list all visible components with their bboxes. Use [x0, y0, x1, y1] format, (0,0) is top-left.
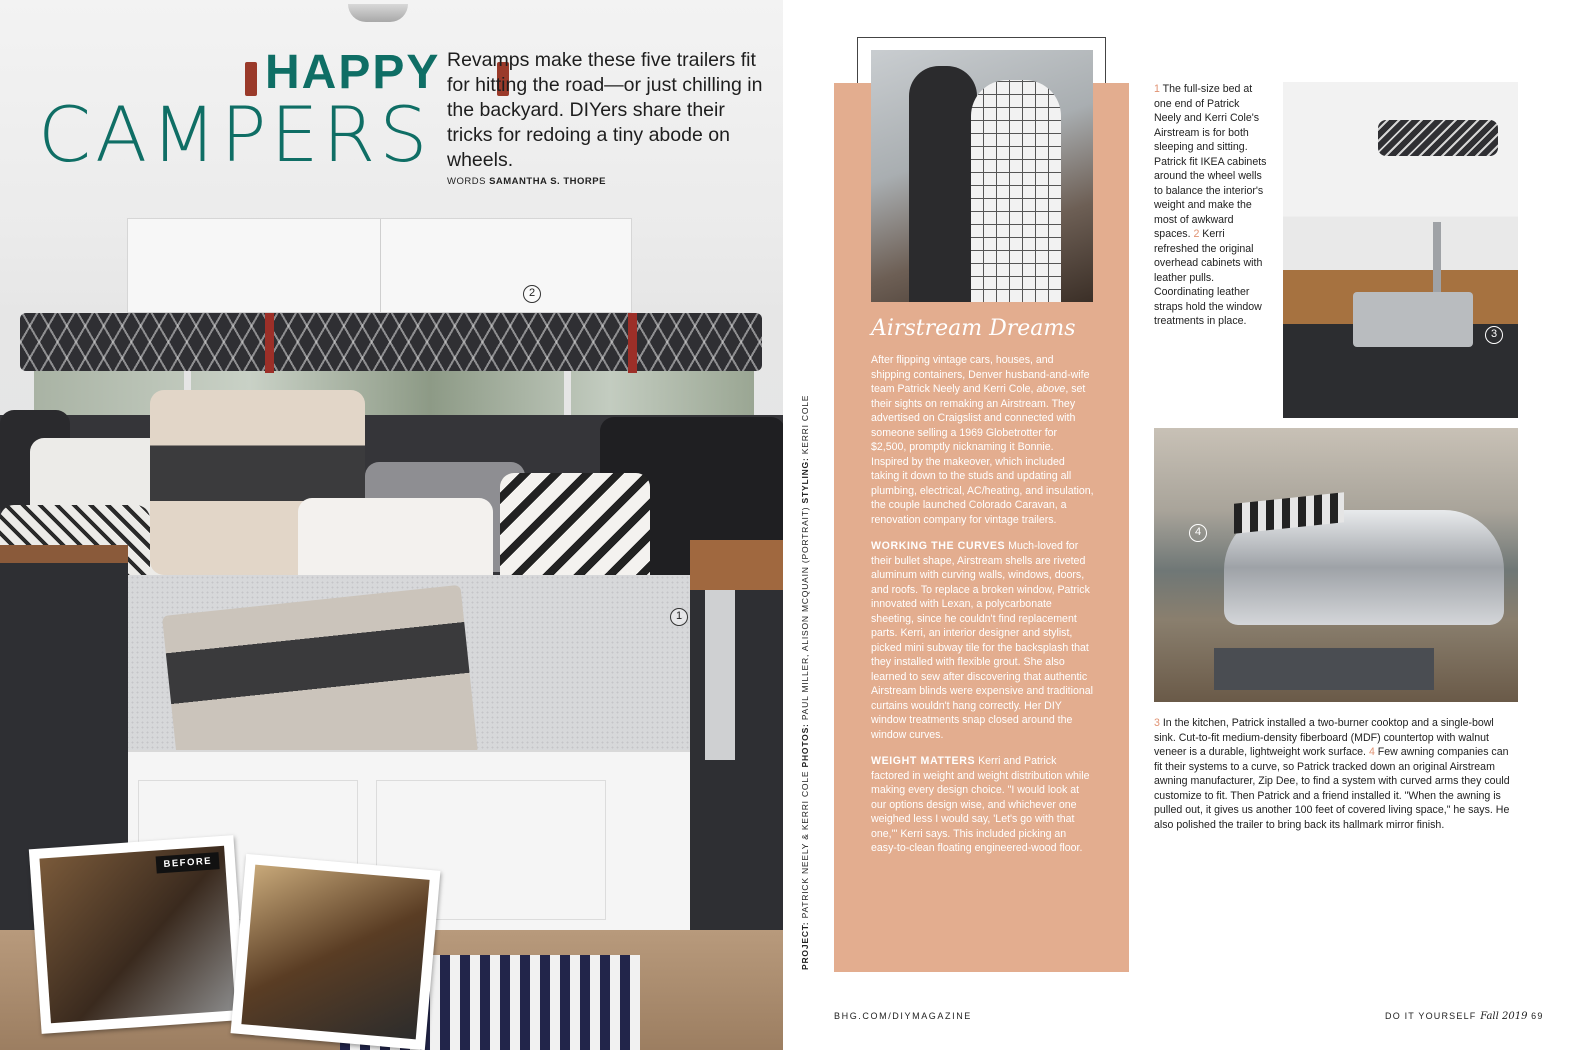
- before-photo-image: [241, 865, 429, 1040]
- right-cabinet: [690, 540, 783, 935]
- page-number: 69: [1531, 1011, 1544, 1021]
- intro-italic: above: [1036, 383, 1066, 395]
- caption-1-2: [1154, 82, 1269, 329]
- before-photo-2: [231, 854, 441, 1050]
- hero-photo-airstream-interior: [0, 0, 783, 1050]
- sidebar-body: [871, 353, 1094, 868]
- portrait-person: [909, 66, 977, 302]
- footer-season: Fall 2019: [1480, 1011, 1528, 1022]
- footer-magazine: DO IT YOURSELF: [1385, 1011, 1477, 1021]
- credit-styling-label: STYLING:: [800, 457, 810, 504]
- intro-text: After flipping vintage cars, houses, and shipping containers, Denver husband-and-wife team Patrick Neely and Kerri Cole,: [871, 354, 1090, 395]
- sidebar-intro: [871, 353, 1094, 527]
- section-text: Much-loved for their bullet shape, Airstream shells are riveted aluminum with curving walls, windows, doors, and roofs. To replace a broken window, Patrick innovated with Lexan, a polycarbonate sheeting, since he couldn't find replacement parts. Kerri, an interior designer and stylist, picked mini subway tile for the backsplash that they installed with flexible grout. She also learned to sew after discovering that authentic Airstream blinds were expensive and traditional curtains wouldn't hang correctly. Her DIY window treatments snap closed around the window curves.: [871, 540, 1093, 741]
- before-tag: BEFORE: [156, 852, 220, 873]
- section-text: Kerri and Patrick factored in weight and weight distribution while making every design choice. "I would look at our options design wise, and whichever one weighed less I would say, 'Let's go with that one,'" Kerri says. This included picking an easy-to-clean floating engineered-wood floor.: [871, 755, 1090, 854]
- photo-credit: [800, 395, 810, 970]
- intro-text: , set their sights on remaking an Airstream. They advertised on Craigslist and connected with someone selling a 1969 Globetrotter for $2,500, promptly nicknaming it Bonnie. Inspired by the makeover, which included taking it down to the studs and updating all plumbing, electrical, AC/heating, and insulation, the couple launched Colorado Caravan, a renovation company for vintage trailers.: [871, 383, 1094, 526]
- credit-styling: KERRI COLE: [800, 394, 810, 455]
- window-shade: [1378, 120, 1498, 156]
- caption-text: The full-size bed at one end of Patrick Neely and Kerri Cole's Airstream is for both sleeping and sitting. Patrick fit IKEA cabinets around the wheel wells to balance the interior's weight and make the most of awkward spaces.: [1154, 83, 1267, 240]
- caption-number: 4: [1368, 746, 1375, 758]
- section-heading: WEIGHT MATTERS: [871, 755, 976, 767]
- byline-name: SAMANTHA S. THORPE: [489, 176, 606, 187]
- counter-top: [0, 545, 128, 563]
- caption-number: 1: [1154, 83, 1160, 95]
- before-photo-1: [29, 835, 246, 1034]
- callout-2: 2: [523, 285, 541, 303]
- sink: [1353, 292, 1473, 347]
- kitchen-photo: [1283, 82, 1518, 418]
- faucet: [1433, 222, 1441, 302]
- title-line-1: HAPPY: [265, 46, 441, 99]
- footer-folio: [1385, 1011, 1544, 1022]
- caption-text: In the kitchen, Patrick installed a two-burner cooktop and a single-bowl sink. Cut-to-fit medium-density fiberboard (MDF) countertop with walnut veneer is a durable, lightweight work surface.: [1154, 717, 1494, 758]
- caption-text: Few awning companies can fit their systems to a curve, so Patrick tracked down an original Airstream awning manufacturer, Zip Dee, to find a system with curved arms they could customize to fit. Then Patrick and a friend installed it. "When the awning is pulled out, it gives us another 100 feet of covered living space," he says. He also polished the trailer to bring back its hallmark mirror finish.: [1154, 746, 1510, 831]
- callout-4: 4: [1189, 524, 1207, 542]
- byline: [447, 176, 606, 187]
- callout-1: 1: [670, 608, 688, 626]
- credit-photos-label: PHOTOS:: [800, 723, 810, 768]
- window-valance: [20, 313, 762, 371]
- before-photo-image: [39, 846, 235, 1024]
- title-line-2: CAMPERS: [38, 90, 432, 179]
- sidebar-section-2: [871, 754, 1094, 856]
- cabinet-seam: [380, 219, 381, 312]
- ceiling-light: [348, 4, 408, 22]
- outdoor-rug: [1214, 648, 1434, 690]
- trailer-exterior-photo: [1154, 428, 1518, 702]
- callout-3: 3: [1485, 326, 1503, 344]
- portrait-photo-couple: [871, 50, 1093, 302]
- credit-project-label: PROJECT:: [800, 921, 810, 970]
- counter-top: [690, 540, 783, 590]
- mini-fridge: [705, 590, 735, 760]
- caption-3-4: [1154, 716, 1518, 832]
- sidebar-title: Airstream Dreams: [871, 316, 1076, 341]
- caption-number: 2: [1193, 228, 1200, 240]
- footer-website: BHG.COM/DIYMAGAZINE: [834, 1011, 972, 1021]
- portrait-person: [971, 80, 1061, 302]
- overhead-cabinet: [127, 218, 632, 313]
- caption-text: Kerri refreshed the original overhead cabinets with leather pulls. Coordinating leather straps hold the window treatments in place.: [1154, 228, 1263, 327]
- byline-label: WORDS: [447, 176, 486, 187]
- article-deck: Revamps make these five trailers fit for hitting the road—or just chilling in the backyard. DIYers share their tricks for redoing a tiny abode on wheels.: [447, 49, 763, 171]
- sidebar-section-1: [871, 539, 1094, 742]
- caption-number: 3: [1154, 717, 1160, 729]
- leather-strap: [265, 313, 274, 373]
- section-heading: WORKING THE CURVES: [871, 540, 1006, 552]
- credit-project: PATRICK NEELY & KERRI COLE: [800, 770, 810, 919]
- credit-photos: PAUL MILLER, ALISON MCQUAIN (PORTRAIT): [800, 506, 810, 721]
- leather-strap: [628, 313, 637, 373]
